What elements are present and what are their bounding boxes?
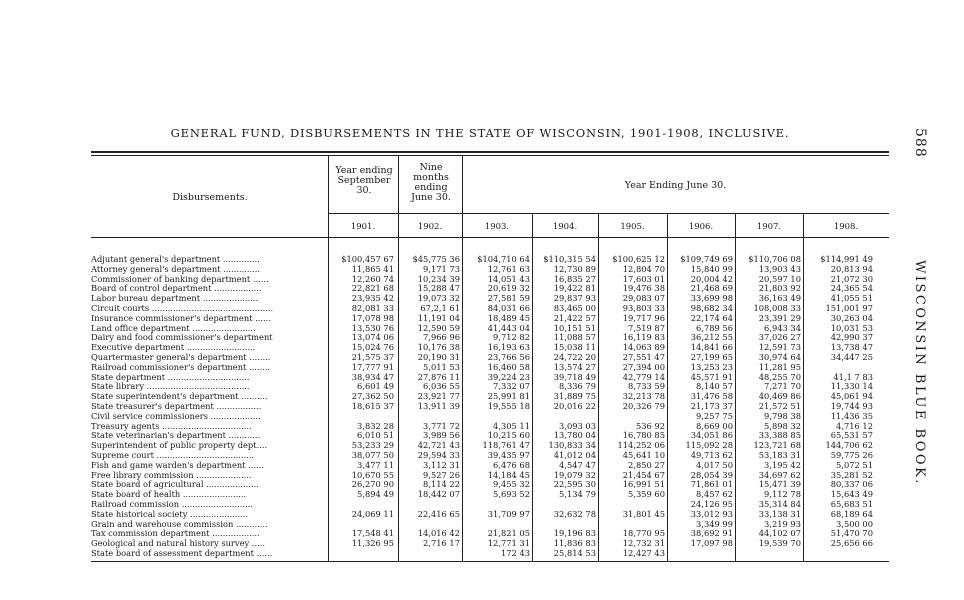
cell-value: 41,012 04 [553,449,596,460]
cell-value: 6,789 56 [696,322,733,333]
cell-value: 98,682 34 [690,302,733,313]
cell-value: 34,447 25 [830,351,873,362]
cell-value: 20,190 31 [417,351,460,362]
cell-value: 17,097 98 [690,538,733,549]
cell-value: 29,837 93 [553,293,596,304]
cell-value: 10,234 39 [417,273,460,284]
cell-value: 16,193 63 [487,342,530,353]
cell-value: 29,594 33 [417,449,460,460]
cell-value: 68,189 64 [830,508,873,519]
row-label: Executive department .......................... [91,343,256,353]
cell-value: 65,683 51 [830,498,873,509]
row-label: Free library commission ..................... [91,470,252,480]
cell-value: 7,271 70 [764,381,801,392]
table-title: GENERAL FUND, DISBURSEMENTS IN THE STATE OF WISCONSIN, 1901-1908, INCLUSIVE. [170,126,790,140]
row-label: State veterinarian's department ............ [91,431,261,441]
cell-value: 65,531 57 [830,430,873,441]
cell-value: 33,699 98 [690,293,733,304]
cell-value: 3,349 99 [696,518,733,529]
cell-value: 32,632 78 [553,508,596,519]
page-number: 588 [912,128,928,158]
cell-value: 3,477 11 [357,459,394,470]
cell-value: 4,017 50 [696,459,733,470]
cell-value: 71,861 01 [690,479,733,490]
cell-value: 12,771 31 [487,538,530,549]
cell-value: $100,457 67 [341,254,394,264]
cell-value: 11,436 35 [830,410,873,421]
year-header-rule [328,213,889,214]
row-label: Labor bureau department ..................... [91,294,259,304]
cell-value: 93,803 33 [622,302,665,313]
cell-value: 15,840 99 [690,263,733,274]
cell-value: 8,457 62 [696,489,733,500]
cell-value: 9,798 38 [764,410,801,421]
cell-value: 21,454 67 [622,469,665,480]
cell-value: 27,362 50 [351,391,394,402]
row-label: Land office department ........................ [91,323,256,333]
cell-value: 3,112 31 [423,459,460,470]
cell-value: 20,813 94 [830,263,873,274]
cell-value: 2,850 27 [628,459,665,470]
year-header-1905: 1905. [620,222,645,232]
cell-value: 144,706 62 [825,440,873,451]
cell-value: 41,055 51 [830,293,873,304]
cell-value: 24,365 54 [830,283,873,294]
cell-value: 8,669 00 [696,420,733,431]
row-label: Geological and natural history survey ..... [91,539,265,549]
row-label: Quartermaster general's department ........ [91,352,271,362]
cell-value: 24,722 20 [553,351,596,362]
cell-value: $110,706 08 [748,254,801,264]
cell-value: 13,738 47 [830,342,873,353]
cell-value: 114,252 06 [617,440,665,451]
cell-value: 17,777 91 [351,361,394,372]
row-label: Board of control department .................. [91,284,262,294]
cell-value: 12,591 73 [758,342,801,353]
cell-value: 21,072 30 [830,273,873,284]
cell-value: 12,427 43 [622,547,665,558]
year-header-1903: 1903. [484,222,510,232]
cell-value: $45,775 36 [412,254,460,264]
row-label: Supreme court ..................................... [91,450,255,460]
cell-value: 45,571 91 [690,371,733,382]
cell-value: 13,911 39 [417,400,460,411]
cell-value: 21,173 37 [690,400,733,411]
cell-value: 31,801 45 [622,508,665,519]
year-header-1902: 1902. [417,222,443,232]
cell-value: 24,069 11 [351,508,394,519]
cell-value: 5,011 53 [423,361,460,372]
cell-value: 18,489 45 [487,312,530,323]
cell-value: 35,314 84 [758,498,801,509]
cell-value: 21,821 05 [487,528,530,539]
row-label: State department ............................... [91,372,250,382]
row-label: Insurance commissioner's department ...... [91,313,271,323]
cell-value: 172 43 [500,547,530,558]
cell-value: 14,184 45 [487,469,530,480]
cell-value: 33,138 31 [758,508,801,519]
cell-value: 3,500 00 [836,518,873,529]
cell-value: 16,835 27 [553,273,596,284]
cell-value: 6,036 55 [423,381,460,392]
cell-value: 84,031 66 [487,302,530,313]
running-head: WISCONSIN BLUE BOOK. [912,260,927,486]
col1-header: Year ending September 30. [335,165,393,196]
row-label: Attorney general's department .............. [91,264,261,274]
cell-value: 5,072 51 [836,459,873,470]
cell-value: 36,163 49 [758,293,801,304]
cell-value: 5,359 60 [628,489,665,500]
cell-value: 25,814 53 [553,547,596,558]
cell-value: 7,332 07 [493,381,530,392]
cell-value: 27,394 00 [622,361,665,372]
cell-value: 18,615 37 [351,400,394,411]
row-label: Treasury agents .................................. [91,421,252,431]
cell-value: 53,233 29 [351,440,394,451]
cell-value: 16,991 51 [622,479,665,490]
cell-value: 30,974 64 [758,351,801,362]
cell-value: 80,337 06 [830,479,873,490]
row-label: State historical society ...................... [91,509,249,519]
cell-value: 9,712 82 [493,332,530,343]
cell-value: 17,603 01 [622,273,665,284]
row-label: Adjutant general's department .............. [91,255,260,264]
cell-value: 34,697 62 [758,469,801,480]
cell-value: 123,721 68 [753,440,801,451]
bottom-rule [91,561,889,562]
cell-value: 13,903 43 [758,263,801,274]
row-label: Commissioner of banking department ...... [91,274,269,284]
cell-value: 10,031 53 [830,322,873,333]
cell-value: 67,2,1 61 [420,302,460,313]
cell-value: 33,012 93 [690,508,733,519]
cell-value: 31,889 75 [553,391,596,402]
cell-value: 21,422 57 [553,312,596,323]
cell-value: 8,336 79 [559,381,596,392]
cell-value: 23,921 77 [417,391,460,402]
cell-value: 16,780 85 [622,430,665,441]
cell-value: 32,213 78 [622,391,665,402]
cell-value: 82,081 33 [351,302,394,313]
cell-value: 21,575 37 [351,351,394,362]
cell-value: 22,595 30 [553,479,596,490]
cell-value: 15,024 76 [351,342,394,353]
cell-value: 19,539 70 [758,538,801,549]
cell-value: 2,716 17 [423,538,460,549]
cell-value: 15,038 11 [553,342,596,353]
cell-value: 44,102 07 [758,528,801,539]
cell-value: 10,151 51 [553,322,596,333]
cell-value: 14,051 43 [487,273,530,284]
cell-value: 22,821 68 [351,283,394,294]
cell-value: 42,721 43 [417,440,460,451]
cell-value: 12,761 63 [487,263,530,274]
cell-value: 45,641 10 [622,449,665,460]
cell-value: 12,730 89 [553,263,596,274]
cell-value: 22,174 64 [690,312,733,323]
cell-value: 53,183 31 [758,449,801,460]
cell-value: 23,935 42 [351,293,394,304]
cell-value: $114,991 49 [820,254,873,264]
disbursements-header: Disbursements. [172,192,248,203]
cell-value: 3,195 42 [764,459,801,470]
header-bottom-rule [91,237,889,238]
cell-value: 20,597 10 [758,273,801,284]
cell-value: 19,196 83 [553,528,596,539]
cell-value: 25,656 66 [830,538,873,549]
cell-value: 10,215 60 [487,430,530,441]
cell-value: 5,898 32 [764,420,801,431]
top-rule-thick [91,151,889,153]
cell-value: 13,253 23 [690,361,733,372]
cell-value: 21,803 92 [758,283,801,294]
cell-value: 21,468 69 [690,283,733,294]
cell-value: 38,934 47 [351,371,394,382]
cell-value: 49,713 62 [690,449,733,460]
cell-value: 3,989 56 [423,430,460,441]
cell-value: 15,288 47 [417,283,460,294]
cell-value: 27,199 65 [690,351,733,362]
cell-value: 31,709 97 [487,508,530,519]
cell-value: 11,836 83 [553,538,596,549]
cell-value: 16,460 58 [487,361,530,372]
cell-value: 19,073 32 [417,293,460,304]
cell-value: $109,749 69 [680,254,733,264]
cell-value: 35,281 52 [830,469,873,480]
cell-value: 19,717 96 [622,312,665,323]
cell-value: 9,171 73 [423,263,460,274]
year-header-1908: 1908. [833,222,859,232]
cell-value: 12,804 70 [622,263,665,274]
cell-value: 11,326 95 [351,538,394,549]
cell-value: 3,771 72 [423,420,460,431]
row-label: State library ....................................... [91,382,250,392]
cell-value: 26,270 90 [351,479,394,490]
cell-value: 27,551 47 [622,351,665,362]
cell-value: 7,966 96 [423,332,460,343]
cell-value: 16,119 83 [622,332,665,343]
cell-value: 4,305 11 [493,420,530,431]
cell-value: 14,063 89 [622,342,665,353]
cell-value: 19,079 32 [553,469,596,480]
cell-value: 40,469 86 [758,391,801,402]
table-row [91,539,889,549]
cell-value: 27,581 59 [487,293,530,304]
cell-value: 8,733 59 [628,381,665,392]
cell-value: 19,422 81 [553,283,596,294]
cell-value: 11,191 04 [417,312,460,323]
cell-value: 28,054 39 [690,469,733,480]
year-group-header: Year Ending June 30. [624,180,727,191]
cell-value: 17,078 98 [351,312,394,323]
cell-value: 6,601 49 [357,381,394,392]
cell-value: 34,051 86 [690,430,733,441]
cell-value: 14,016 42 [417,528,460,539]
cell-value: 38,692 91 [690,528,733,539]
cell-value: 7,519 87 [628,322,665,333]
cell-value: 9,112 78 [764,489,801,500]
cell-value: 23,766 56 [487,351,530,362]
row-label: State superintendent's department .......... [91,392,268,402]
cell-value: 6,476 68 [493,459,530,470]
cell-value: 536 92 [635,420,665,431]
cell-value: 36,212 55 [690,332,733,343]
cell-value: 12,590 59 [417,322,460,333]
cell-value: 20,016 22 [553,400,596,411]
cell-value: 17,548 41 [351,528,394,539]
row-label: Railroad commission ........................... [91,499,253,509]
cell-value: $100,625 12 [612,254,665,264]
cell-value: 3,832 28 [357,420,394,431]
row-label: Railroad commissioner's department ........ [91,362,271,372]
year-header-1901: 1901. [350,222,376,232]
cell-value: 45,061 94 [830,391,873,402]
cell-value: 21,572 51 [758,400,801,411]
cell-value: 20,004 42 [690,273,733,284]
cell-value: $110,315 54 [543,254,596,264]
cell-value: 13,074 06 [351,332,394,343]
cell-value: 19,476 38 [622,283,665,294]
cell-value: 41,443 04 [487,322,530,333]
row-label: State board of agricultural .................... [91,480,259,490]
cell-value: 3,219 93 [764,518,801,529]
cell-value: 19,744 93 [830,400,873,411]
row-label: State board of assessment department ...... [91,548,273,558]
cell-value: 4,547 47 [559,459,596,470]
cell-value: 15,471 39 [758,479,801,490]
cell-value: 20,619 32 [487,283,530,294]
cell-value: 18,770 95 [622,528,665,539]
cell-value: 10,670 55 [351,469,394,480]
year-header-1904: 1904. [552,222,578,232]
cell-value: 118,761 47 [482,440,530,451]
cell-value: 51,470 70 [830,528,873,539]
row-label: Grain and warehouse commission ............ [91,519,268,529]
cell-value: 10,176 38 [417,342,460,353]
cell-value: 39,718 49 [553,371,596,382]
cell-value: 8,140 57 [696,381,733,392]
cell-value: 20,326 79 [622,400,665,411]
cell-value: 108,008 33 [753,302,801,313]
cell-value: 25,991 81 [487,391,530,402]
cell-value: 42,990 37 [830,332,873,343]
cell-value: 12,732 31 [622,538,665,549]
row-label: Tax commission department .................. [91,529,260,539]
cell-value: 5,894 49 [357,489,394,500]
top-rule-thin [91,155,889,156]
year-header-1906: 1906. [688,222,714,232]
cell-value: 12,260 74 [351,273,394,284]
col2-header: Nine months ending June 30. [411,162,451,203]
cell-value: 39,435 97 [487,449,530,460]
row-label: Circuit courts .............................................. [91,303,274,313]
cell-value: 13,780 04 [553,430,596,441]
cell-value: 23,391 29 [758,312,801,323]
cell-value: 5,693 52 [493,489,530,500]
cell-value: 4,716 12 [836,420,873,431]
cell-value: 38,077 50 [351,449,394,460]
cell-value: 3,093 03 [559,420,596,431]
cell-value: 11,281 95 [758,361,801,372]
cell-value: 22,416 65 [417,508,460,519]
cell-value: 9,455 32 [493,479,530,490]
year-header-1907: 1907. [756,222,782,232]
cell-value: 33,388 85 [758,430,801,441]
cell-value: 31,476 58 [690,391,733,402]
cell-value: 115,092 28 [685,440,733,451]
cell-value: 24,126 95 [690,498,733,509]
cell-value: 15,643 49 [830,489,873,500]
cell-value: 19,555 18 [487,400,530,411]
cell-value: 5,134 79 [559,489,596,500]
cell-value: 29,083 07 [622,293,665,304]
row-label: Fish and game warden's department ...... [91,460,265,470]
row-label: Superintendent of public property dept.... [91,441,268,451]
row-label: Civil service commissioners ................... [91,411,261,421]
cell-value: 130,833 34 [548,440,596,451]
cell-value: 11,088 57 [553,332,596,343]
cell-value: 37,026 27 [758,332,801,343]
cell-value: 59,775 26 [830,449,873,460]
cell-value: $104,710 64 [477,254,530,264]
cell-value: 27,876 11 [417,371,460,382]
cell-value: 9,257 75 [696,410,733,421]
cell-value: 9,527 26 [423,469,460,480]
cell-value: 13,574 27 [553,361,596,372]
cell-value: 11,330 14 [830,381,873,392]
cell-value: 6,943 34 [764,322,801,333]
cell-value: 8,114 22 [423,479,460,490]
cell-value: 151,001 97 [825,302,873,313]
cell-value: 6,010 51 [357,430,394,441]
row-label: Dairy and food commissioner's department [91,333,273,343]
cell-value: 41,1 7 83 [833,371,873,382]
row-label: State treasurer's department ................. [91,401,262,411]
cell-value: 83,465 00 [553,302,596,313]
cell-value: 39,224 23 [487,371,530,382]
cell-value: 11,865 41 [351,263,394,274]
cell-value: 18,442 07 [417,489,460,500]
row-label: State board of health ........................ [91,490,247,500]
cell-value: 42,779 14 [622,371,665,382]
cell-value: 48,255 70 [758,371,801,382]
cell-value: 30,263 04 [830,312,873,323]
table-row [91,549,889,559]
cell-value: 13,530 76 [351,322,394,333]
table-body [91,255,889,559]
cell-value: 14,841 66 [690,342,733,353]
